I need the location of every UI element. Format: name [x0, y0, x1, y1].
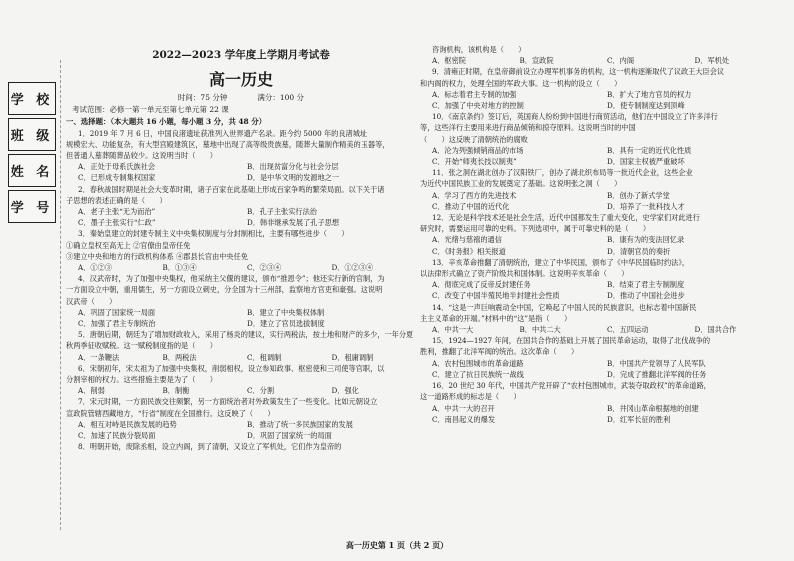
answer-option: B．制衡 — [162, 386, 190, 396]
answer-option: C．墨子主张实行“仁政” — [78, 218, 156, 228]
question-stem-line: 分割宰相的权力。这些措施主要是为了（ ） — [66, 374, 217, 384]
question-stem-line: 咨询机构，该机构是（ ） — [432, 45, 526, 54]
question-q15 — [420, 335, 782, 380]
answer-option: B．康有为的变法回忆录 — [607, 235, 685, 245]
exam-scope: 考试范围：必修一第一单元至第七单元第 22 课 — [72, 105, 229, 114]
answer-option: A．中共一大的召开 — [432, 403, 495, 413]
answer-option: B．具有一定的近代化性质 — [607, 145, 692, 155]
question-stem-line: 15．1924—1927 年间，在国共合作的基础上开展了国民革命运动，取得了北伐战争的 — [432, 336, 711, 346]
question-q16 — [420, 380, 782, 425]
answer-option: A．标志着君主专制的加强 — [432, 89, 517, 99]
answer-option: D．军机处 — [694, 56, 730, 66]
question-q8 — [66, 441, 416, 452]
question-stem-line: 秋两季征收赋税。这一赋税制度指的是（ ） — [66, 341, 217, 351]
answer-option: D．强化 — [331, 386, 359, 396]
answer-option: B．宣政院 — [519, 56, 554, 66]
answer-option: C．内阁 — [607, 56, 635, 66]
question-q2 — [66, 184, 416, 229]
answer-option: C．租调制 — [247, 352, 282, 362]
sidebar-school-label: 学 校 — [8, 82, 56, 115]
answer-option: B．孔子主张实行法治 — [247, 206, 317, 216]
answer-option: B．两税法 — [162, 352, 197, 362]
sidebar-name-label: 姓 名 — [8, 154, 56, 187]
question-stem-line: 11．张之洞在湖北创办了汉阳铁厂，创办了湖北织布局等一批近代企业，这些企业 — [432, 168, 693, 178]
answer-option: A．彻底完成了反帝反封建任务 — [432, 280, 531, 290]
question-stem-line: 为近代中国民族工业的发展奠定了基础。这说明张之洞（ ） — [420, 179, 622, 189]
answer-option: A．沦为列强倾销商品的市场 — [432, 145, 524, 155]
question-stem-line: 3．秦始皇建立的封建专制主义中央集权制度与分封制相比，主要有哪些进步（ ） — [78, 229, 349, 239]
question-stem-line: 研究时，需要运用可靠的史料。下列选项中，属于可靠史料的是（ ） — [420, 224, 651, 234]
question-stem-line: 16．20 世纪 30 年代，中国共产党开辟了“农村包围城市，武装夺取政权”的革命道路， — [432, 381, 711, 391]
question-q4 — [66, 273, 416, 329]
answer-option: A．光绪与慈禧的通信 — [432, 235, 502, 245]
answer-option: C．五四运动 — [607, 325, 649, 335]
question-q3 — [66, 228, 416, 273]
sidebar-class-label: 班 级 — [8, 118, 56, 151]
answer-option: A．相互对峙是民族发展的趋势 — [78, 419, 177, 429]
answer-option: D．国家主权被严重破坏 — [607, 157, 685, 167]
answer-option: D．建立了官员选拔制度 — [247, 318, 325, 328]
answer-option: A．枢密院 — [432, 56, 466, 66]
answer-option: C．推动了中国的近代化 — [432, 201, 510, 211]
question-stem-line: 12．无论是科学技术还是社会生活，近代中国都发生了重大变化，史学家们对此进行 — [432, 213, 700, 223]
question-stem-line: 宣政院管辖西藏地方，“行省”制度在全国推行。这反映了（ ） — [66, 408, 275, 418]
answer-option: D．完成了推翻北洋军阀的任务 — [607, 369, 707, 379]
answer-option: B．结束了君主专制制度 — [607, 280, 685, 290]
answer-option: C．分割 — [247, 386, 275, 396]
answer-option: D．推动了中国社会进步 — [607, 291, 685, 301]
answer-option: A．削弱 — [78, 386, 105, 396]
question-stem-line: 5．唐朝后期，朝廷为了增加财政收入，采用了杨炎的建议，实行两税法，按土地和财产的多少，一年分夏 — [78, 330, 414, 340]
answer-option: A．一条鞭法 — [78, 352, 120, 362]
answer-option: C．建立了抗日民族统一战线 — [432, 369, 524, 379]
answer-option: B．建立了中央集权体制 — [247, 307, 325, 317]
question-stem-line: （ ）这反映了清朝统治的腐败 — [420, 134, 528, 144]
answer-option: B．井冈山革命根据地的创建 — [607, 403, 699, 413]
right-questions — [420, 44, 782, 425]
answer-option: C．加强了君主专制统治 — [78, 318, 156, 328]
answer-option: C．南昌起义的爆发 — [432, 414, 496, 424]
answer-option: D．是中华文明的发源地之一 — [247, 173, 340, 183]
answer-option: C．改变了中国半殖民地半封建社会性质 — [432, 291, 560, 301]
question-stem-line: 8．明朝开始，废除丞相，设立内阁，到了清朝，又设立了军机处，它们作为皇帝的 — [78, 442, 342, 452]
answer-option: C．已形成专制集权国家 — [78, 173, 156, 183]
answer-option: D．①②③④ — [331, 262, 374, 272]
question-q13 — [420, 257, 782, 302]
question-stem-line: 一方面设立中朝，重用儒生，另一方面设立刺史，分全国为十三州部，监察地方官吏和豪强。这说明 — [66, 285, 383, 295]
answer-option: B．推动了统一多民族国家的发展 — [247, 419, 353, 429]
exam-subject-title: 高一历史 — [208, 70, 273, 89]
question-stem-line: 10．《南京条约》签订后，英国商人纷纷到中国进行商贸活动，他们在中国设立了许多洋行 — [432, 112, 718, 122]
question-stem-line: 但普通人墓葬随葬品较少。这说明当时（ ） — [66, 150, 217, 160]
left-column — [66, 0, 416, 452]
answer-option: C．加强了中央对地方的控制 — [432, 101, 524, 111]
question-q7 — [66, 396, 416, 441]
question-stem-line: 14．“这是一声巨响震动全中国，它唤起了中国人民的民族意识，也标志着中国新民 — [432, 302, 697, 312]
question-stem-line: 4．汉武帝时，为了加强中央集权，他采纳主父偃的建议，颁布“推恩令”；他还实行新的官制，为 — [78, 274, 385, 284]
answer-option: B．中共二大 — [519, 325, 561, 335]
answer-option: D．培养了一批科技人才 — [607, 201, 685, 211]
answer-option: D．租庸调制 — [331, 352, 374, 362]
question-stem-line: 7．宋元时期，一方面民族交往频繁，另一方面统治者对外政策发生了一些变化。比如元朝设立 — [78, 397, 378, 407]
answer-option: A．①②③ — [78, 262, 112, 272]
answer-option: C．加速了民族分裂局面 — [78, 430, 156, 440]
exam-year-title: 2022—2023 学年度上学期月考试卷 — [152, 49, 330, 61]
section-heading: 一、选择题：（本大题共 16 小题，每小题 3 分，共 48 分） — [66, 117, 267, 126]
question-stem-line: 这一道路形成的标志是（ ） — [420, 392, 521, 402]
question-stem-line: 和内阁的权力，处理全国的军政大事。这一机构的设立（ ） — [420, 78, 622, 88]
answer-option: B．创办了新式学堂 — [607, 190, 670, 200]
question-stem-line: 汉武帝（ ） — [66, 296, 117, 306]
question-q1 — [66, 128, 416, 184]
binding-line — [60, 60, 61, 530]
answer-option: D．清朝官员的奏折 — [607, 246, 671, 256]
question-q6 — [66, 363, 416, 397]
answer-option: A．学习了西方的先进技术 — [432, 190, 517, 200]
answer-option: A．农村包围城市的革命道路 — [432, 358, 524, 368]
answer-option: B．出现贫富分化与社会分层 — [247, 162, 339, 172]
question-stem-line: 13．辛亥革命推翻了清朝统治，建立了中华民国，颁布了《中华民国临时约法》， — [432, 257, 690, 267]
question-q9 — [420, 66, 782, 111]
question-stem-line: ①确立皇权至高无上 ②官僚由皇帝任免 — [66, 240, 191, 250]
answer-option: C．②③④ — [247, 262, 282, 272]
right-column — [420, 44, 782, 425]
answer-option: D．国共合作 — [694, 325, 737, 335]
question-stem-line: 主主义革命的开端。”材料中的“这”是指（ ） — [420, 313, 572, 323]
answer-option: A．中共一大 — [432, 325, 474, 335]
question-stem-line: 子思想的表述正确的是（ ） — [66, 195, 167, 205]
question-stem-line: ③建立中央和地方的行政机构体系 ④郡县长官由中央任免 — [66, 251, 248, 261]
question-q10 — [420, 111, 782, 167]
answer-option: B．扩大了地方官员的权力 — [607, 89, 692, 99]
answer-option: A．正处于母系氏族社会 — [78, 162, 156, 172]
answer-option: A．老子主张“无为而治” — [78, 206, 156, 216]
answer-option: D．使专制制度达到顶峰 — [607, 101, 685, 111]
question-q8b — [420, 44, 782, 66]
question-stem-line: 2．春秋战国时期是社会大变革时期，诸子百家在此基础上形成百家争鸣的繁荣局面。以下关于诸 — [78, 184, 385, 194]
question-stem-line: 1．2019 年 7 月 6 日，中国良渚遗址获准列入世界遗产名录。距今约 5000 年的良渚城址 — [78, 128, 368, 138]
answer-option: D．红军长征的胜利 — [607, 414, 671, 424]
question-q12 — [420, 212, 782, 257]
question-stem-line: 等，这些洋行主要用来进行商品倾销和掠夺原料。这说明当时的中国 — [420, 123, 636, 133]
page-footer: 高一历史第 1 页（共 2 页） — [345, 540, 449, 550]
question-stem-line: 以法律形式确立了资产阶级共和国体制。这说明辛亥革命（ ） — [420, 269, 629, 279]
answer-option: D．巩固了国家统一的局面 — [247, 430, 332, 440]
answer-option: C．《时务报》相关报道 — [432, 246, 506, 256]
answer-option: D．韩非继承发展了孔子思想 — [247, 218, 340, 228]
answer-option: B．中国共产党领导了人民军队 — [607, 358, 706, 368]
question-q11 — [420, 167, 782, 212]
answer-option: A．巩固了国家统一局面 — [78, 307, 156, 317]
question-stem-line: 胜利，推翻了北洋军阀的统治。这次革命（ ） — [420, 347, 579, 357]
question-stem-line: 9．清雍正时期，在皇帝御前设立办理军机事务的机构，这一机构逐渐取代了议政王大臣会议 — [432, 67, 725, 77]
question-q14 — [420, 302, 782, 336]
answer-option: C．开始“师夷长技以制夷” — [432, 157, 517, 167]
question-q5 — [66, 329, 416, 363]
exam-meta: 时间：75 分钟 满分：100 分 — [177, 93, 305, 102]
sidebar-number-label: 学 号 — [8, 190, 56, 223]
left-questions — [66, 128, 416, 453]
question-stem-line: 6．宋朝初年，宋太祖为了加强中央集权，削弱相权，设立参知政事、枢密使和三司使等官职，以 — [78, 363, 385, 373]
question-stem-line: 规模宏大、功能复杂，有大型宫殿建筑区，墓地中出现了高等级贵族墓，随葬大量制作精美的玉器等， — [66, 139, 390, 149]
answer-option: B．①③④ — [162, 262, 197, 272]
